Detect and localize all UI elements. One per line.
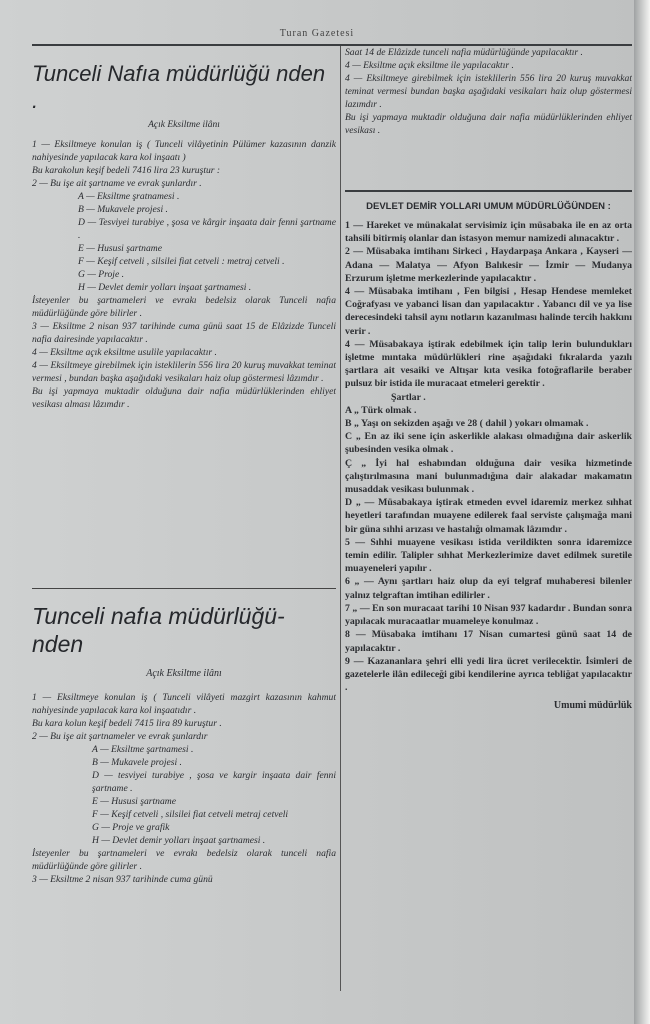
ad-2-line: Bu kara kolun keşif bedeli 7415 lira 89 kuruştur .: [32, 718, 222, 729]
ad-1-cont-line: 4 — Eksiltme açık eksiltme ile yapılacaktır .: [345, 60, 514, 71]
ad-3-line: 1 — Hareket ve münakalat servisimiz için müsabaka ile en az orta tahsili bitirmiş olanlar dan istasyon memur namizedi alınacaktır .: [345, 220, 632, 245]
ad-3-line: 9 — Kazananlara şehri elli yedi lira ücret verilecektir. İsimleri de gazetelerle ilân edileceği gibi kendilerine ayrıca tebliğat yapılacaktır .: [345, 655, 632, 694]
ad-1-line: D — Tesviyei turabiye , şosa ve kârgir inşaata dair fenni şartname .: [78, 217, 336, 241]
ad-2-line: 3 — Eksiltme 2 nisan 937 tarihinde cuma günü: [32, 874, 213, 885]
ad-1-line: A — Eksiltme şratnamesi .: [78, 191, 180, 202]
right-separator: [345, 190, 632, 192]
ad-1-line: H — Devlet demir yolları inşaat şartnamesi .: [78, 282, 252, 293]
ad-1-cont-line: 4 — Eksiltmeye girebilmek için isteklilerin 556 lira 20 kuruş muvakkat teminat vermesi bundan başka aşağıdaki vesikaları haiz olup göstermesi lazımdır .: [345, 73, 632, 110]
ad-2-line: 2 — Bu işe ait şartnameler ve evrak şunlardır: [32, 731, 208, 742]
ad-3-line: A „ Türk olmak .: [345, 404, 417, 416]
ad-1-line: 3 — Eksiltme 2 nisan 937 tarihinde cuma günü saat 15 de Elâzizde Tunceli nafia dairesinde yapılacaktır .: [32, 321, 336, 345]
ad-2-line: D — tesviyei turabiye , şosa ve kargir inşaata dair fenni şartname .: [92, 770, 336, 794]
ad-3-line: C „ En az iki sene için askerlikle alakası olmadığına dair askerlik şubesinden vesika olmak .: [345, 431, 632, 456]
ad-3-line: 8 — Müsabaka imtihanı 17 Nisan cumartesi günü saat 14 de yapılacaktır .: [345, 629, 632, 654]
ad-1-line: 1 — Eksiltmeye konulan iş ( Tunceli vilâyetinin Pülümer kazasının danzik nahiyesinde yapılacak kara kol inşaatı ): [32, 139, 336, 163]
ad-2-subtitle: Açık Eksiltme ilânı: [146, 668, 222, 679]
ad-3-line: Ç „ İyi hal eshabından olduğuna dair vesika hizmetinde çalıştırılmasına mani bulunmadığına dair alakadar makamatın musaddak vesikası bulunmak .: [345, 457, 632, 496]
ad-2-line: H — Devlet demir yolları inşaat şartnamesi .: [92, 835, 266, 846]
left-separator: [32, 588, 336, 589]
ad-1-line: E — Hususi şartname: [78, 243, 162, 254]
ad-1-line: Bu karakolun keşif bedeli 7416 lira 23 kuruştur :: [32, 165, 221, 176]
ad-1-cont-line: Saat 14 de Elâzizde tunceli nafia müdürlüğünde yapılacaktır .: [345, 47, 583, 58]
ad-1-line: G — Proje .: [78, 269, 125, 280]
column-divider: [340, 46, 341, 991]
ad-1-continuation: [345, 46, 632, 186]
ad-3-line: 5 — Sıhhi muayene vesikası istida verildikten sonra idaremizce temin edilir. Talipler sıhhat Merkezlerimize davet edilmek suretile muayeneleri yapılır .: [345, 536, 632, 575]
ad-1-line: 4 — Eksiltme açık eksiltme usulile yapılacaktır .: [32, 347, 217, 358]
ad-1-line: İsteyenler bu şartnameleri ve evrakı bedelsiz olarak Tunceli nafıa müdürlüğünde göre bilirler .: [32, 295, 336, 319]
ad-3-line: 7 „ — En son muracaat tarihi 10 Nisan 937 kadardır . Bundan sonra yapılacak muracaatlar muameleye konulmaz .: [345, 602, 632, 628]
ad-2-line: 1 — Eksiltmeye konulan iş ( Tunceli vilâyeti mazgirt kazasının kahmut nahiyesinde yapılacak kara kol inşaatıdır .: [32, 692, 336, 716]
ad-1-subtitle: Açık Eksiltme ilânı: [148, 120, 220, 130]
ad-3-line: 4 — Müsabaka imtihanı , Fen bilgisi , Hesap Hendese memleket Coğrafyası ve yabanci lisan dan yapılacaktır . Yabancı dil ve ya lise derecesindeki tahsil aynı notların kazanılması halinde tercih hakkını verir .: [345, 286, 632, 337]
ad-3-line: D „ — Müsabakaya iştirak etmeden evvel idaremiz merkez sıhhat heyetleri tarafından muayene edilerek faal serviste çalışmağa mani bir güna sıhhi arızası ve hastalığı olmamak lâzımdır .: [345, 497, 632, 535]
ad-3-line: 2 — Müsabaka imtihanı Sirkeci , Haydarpaşa Ankara , Kayseri — Adana — Malatya — Afyon Balıkesir — İzmir — Mudanya Erzurum işletme merkezlerinde yapılacaktır .: [345, 246, 632, 284]
ad-1-title: Tunceli Nafıa müdürlüğü nden .: [32, 61, 326, 113]
ad-1-line: Bu işi yapmaya muktadir olduğuna dair nafia müdürlüklerinden ehliyet vesikası alması lâzımdır .: [32, 386, 336, 410]
ad-2-line: E — Hususi şartname: [92, 796, 176, 807]
ad-1-cont-line: Bu işi yapmaya muktadir olduğuna dair nafia müdürlüklerinden ehliyet vesikası .: [345, 112, 632, 136]
ad-3-line: 4 — Müsabakaya iştirak edebilmek için talip lerin bulundukları işletme mıntaka müdürlükleri rine aşağıdaki fıkralarda yazılı şartlara ait vesaiki ve Altışar kıta vesika fotoğraflarile beraber pulsuz bir istida ile muracaat etmeleri gerektir .: [345, 338, 632, 390]
ad-2-line: B — Mukavele projesi .: [92, 757, 182, 768]
ad-3-line: Şartlar .: [391, 391, 426, 403]
ad-3-title: DEVLET DEMİR YOLLARI UMUM MÜDÜRLÜĞÜNDEN :: [366, 201, 611, 212]
ad-1-line: B — Mukavele projesi .: [78, 204, 168, 215]
ad-2-line: G — Proje ve grafik: [92, 822, 170, 833]
ad-3-line: 6 „ — Aynı şartları haiz olup da eyi telgraf muhaberesi bilenler yalnız telgraftan imtihan edilirler .: [345, 576, 632, 601]
ad-1-line: 2 — Bu işe ait şartname ve evrak şunlardır .: [32, 178, 202, 189]
masthead: Turan Gazetesi: [279, 28, 355, 39]
ad-1: [32, 48, 336, 588]
ad-2: [32, 596, 336, 988]
ad-3-line: B „ Yaşı on sekizden aşağı ve 28 ( dahil ) yokarı olmamak .: [345, 418, 589, 430]
ad-3-signature: Umumi müdürlük: [553, 700, 632, 712]
ad-3: [345, 196, 632, 992]
ad-2-title: Tunceli nafıa müdürlüğü- nden: [32, 603, 285, 657]
ad-2-line: A — Eksiltme şartnamesi .: [92, 744, 194, 755]
page-edge: [634, 0, 650, 1024]
ad-1-line: 4 — Eksiltmeye girebilmek için isteklilerin 556 lira 20 kuruş muvakkat teminat vermesi , bundan başka aşağıdaki vesikaları haiz olup göstermesi lâzımdır .: [32, 360, 336, 384]
ad-2-line: F — Keşif cetveli , silsilei fiat cetveli metraj cetveli: [92, 809, 289, 820]
ad-2-line: İsteyenler bu şartnameleri ve evrakı bedelsiz olarak tunceli nafia müdürlüğünde göre gilirler .: [32, 848, 336, 872]
ad-1-line: F — Keşif cetveli , silsilei fiat cetveli : metraj cetveli .: [78, 256, 285, 267]
